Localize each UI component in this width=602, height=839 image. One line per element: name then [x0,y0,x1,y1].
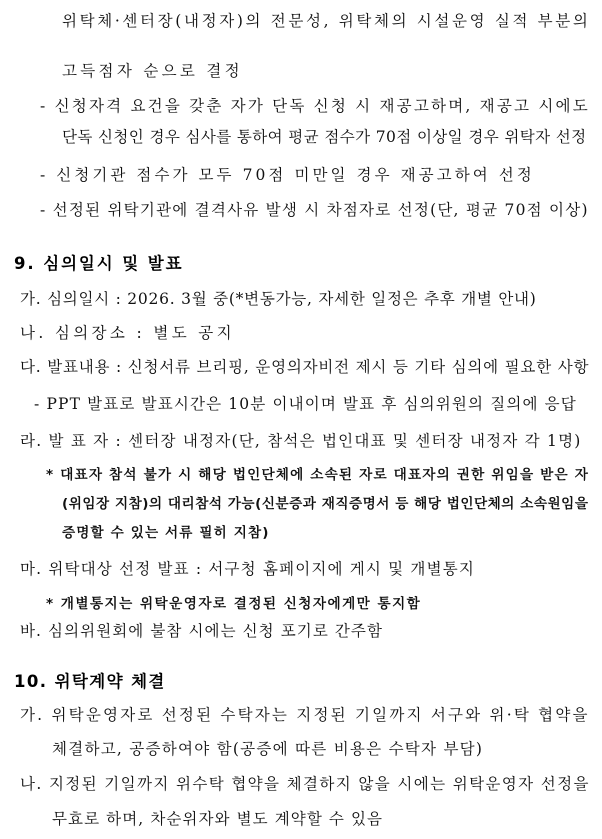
criteria-bullet-1-line-2: 단독 신청인 경우 심사를 통하여 평균 점수가 70점 이상일 경우 위탁자 선정 [62,128,587,146]
section-9-item-da-sub: - PPT 발표로 발표시간은 10분 이내이며 발표 후 심의위원의 질의에 응답 [34,395,577,413]
section-10-item-na-line-1: 나. 지정된 기일까지 위수탁 협약을 체결하지 않을 시에는 위탁운영자 선정을 [20,775,590,793]
section-9-item-da: 다. 발표내용 : 신청서류 브리핑, 운영의자비전 제시 등 기타 심의에 필요한 사항 [20,358,590,376]
section-9-heading: 9. 심의일시 및 발표 [14,254,184,273]
criteria-bullet-2: - 신청기관 점수가 모두 70점 미만일 경우 재공고하여 선정 [40,166,535,184]
criteria-line-1: 위탁체·센터장(내정자)의 전문성, 위탁체의 시설운영 실적 부분의 [62,12,591,30]
section-9-item-ga: 가. 심의일시 : 2026. 3월 중(*변동가능, 자세한 일정은 추후 개별 안내) [20,290,537,308]
section-9-note-2: * 개별통지는 위탁운영자로 결정된 신청자에게만 통지함 [46,596,422,612]
section-9-note-1-line-1: * 대표자 참석 불가 시 해당 법인단체에 소속된 자로 대표자의 권한 위임을 받은 자 [46,467,590,483]
section-9-item-ba: 바. 심의위원회에 불참 시에는 신청 포기로 간주함 [20,622,384,640]
section-10-heading: 10. 위탁계약 체결 [14,672,166,691]
section-10-item-ga-line-2: 체결하고, 공증하여야 함(공증에 따른 비용은 수탁자 부담) [52,740,484,758]
criteria-bullet-3: - 선정된 위탁기관에 결격사유 발생 시 차점자로 선정(단, 평균 70점 이상) [40,201,589,219]
section-9-note-1-line-3: 증명할 수 있는 서류 필히 지참) [62,525,270,541]
section-9-item-ma: 마. 위탁대상 선정 발표 : 서구청 홈페이지에 게시 및 개별통지 [20,560,476,578]
section-10-item-na-line-2: 무효로 하며, 차순위자와 별도 계약할 수 있음 [52,810,384,828]
criteria-line-2: 고득점자 순으로 결정 [62,62,243,80]
section-9-item-ra: 라. 발 표 자 : 센터장 내정자(단, 참석은 법인대표 및 센터장 내정자 각 1명) [20,432,582,450]
criteria-bullet-1-line-1: - 신청자격 요건을 갖춘 자가 단독 신청 시 재공고하며, 재공고 시에도 [40,97,590,115]
section-10-item-ga-line-1: 가. 위탁운영자로 선정된 수탁자는 지정된 기일까지 서구와 위·탁 협약을 [20,706,590,724]
section-9-item-na: 나. 심의장소 : 별도 공지 [20,324,235,342]
section-9-note-1-line-2: (위임장 지참)의 대리참석 가능(신분증과 재직증명서 등 해당 법인단체의 소속원임을 [62,496,589,512]
